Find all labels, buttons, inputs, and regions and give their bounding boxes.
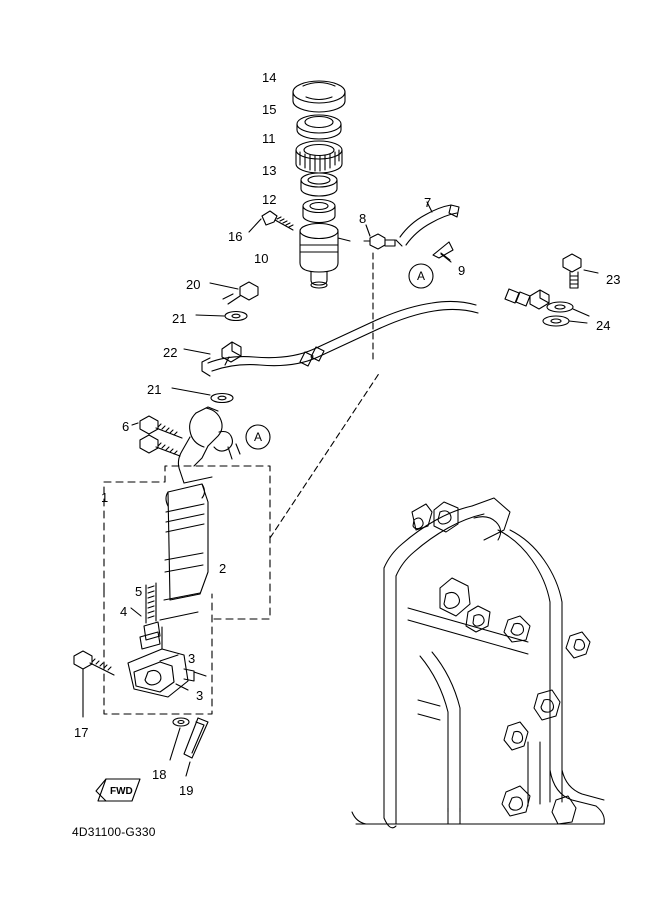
callout-20: 20 xyxy=(186,277,201,292)
callout-9: 9 xyxy=(458,263,466,278)
callout-15: 15 xyxy=(262,102,277,117)
callout-6: 6 xyxy=(122,419,130,434)
callout-18: 18 xyxy=(152,767,167,782)
callout-14: 14 xyxy=(262,70,277,85)
part-21-washer-upper xyxy=(196,312,247,321)
part-14-cap xyxy=(293,81,345,112)
callout-16: 16 xyxy=(228,229,243,244)
part-15-diaphragm xyxy=(297,115,341,139)
callout-2: 2 xyxy=(219,561,227,576)
part-24-washers xyxy=(543,302,589,326)
part-18-washer xyxy=(170,718,189,760)
detail-marker-a-lower-label: A xyxy=(254,430,263,444)
callout-3-upper: 3 xyxy=(188,651,196,666)
part-5-spring xyxy=(146,583,156,623)
callout-8: 8 xyxy=(359,211,367,226)
part-17-bolt xyxy=(74,651,114,717)
part-8-union xyxy=(364,225,395,249)
part-13-seal xyxy=(301,173,337,196)
callout-13: 13 xyxy=(262,163,277,178)
part-number-label: 4D31100-G330 xyxy=(72,825,156,839)
callout-24: 24 xyxy=(596,318,611,333)
callout-10: 10 xyxy=(254,251,269,266)
part-21-washer-lower xyxy=(172,388,233,403)
part-9-leader xyxy=(441,254,451,262)
part-3-leader-upper xyxy=(160,655,178,661)
callout-17: 17 xyxy=(74,725,89,740)
callout-5: 5 xyxy=(135,584,143,599)
part-23-bolt xyxy=(563,254,598,288)
frame-reference-outline xyxy=(352,498,604,828)
callout-4: 4 xyxy=(120,604,128,619)
part-16-bolt xyxy=(249,211,293,232)
detail-marker-a-upper-label: A xyxy=(417,269,426,283)
callout-3-lower: 3 xyxy=(196,688,204,703)
callout-7: 7 xyxy=(424,195,432,210)
callout-12: 12 xyxy=(262,192,277,207)
callout-11: 11 xyxy=(262,131,276,146)
callout-21-lower: 21 xyxy=(147,382,162,397)
callout-19: 19 xyxy=(179,783,194,798)
callout-22: 22 xyxy=(163,345,178,360)
part-7-hose-pipe xyxy=(396,202,459,260)
callout-23: 23 xyxy=(606,272,621,287)
part-10-reservoir-tank xyxy=(300,224,350,289)
fwd-label: FWD xyxy=(110,786,133,797)
part-12-seal xyxy=(303,200,335,223)
part-6-bolts xyxy=(132,416,182,456)
part-19-cotter-pin xyxy=(184,718,208,776)
part-20-bolt xyxy=(210,282,258,304)
callout-21-upper: 21 xyxy=(172,311,187,326)
part-11-ring xyxy=(296,141,342,173)
part-22-brake-hose xyxy=(202,289,549,376)
part-22-leader xyxy=(184,349,210,354)
callout-1: 1 xyxy=(101,490,109,505)
